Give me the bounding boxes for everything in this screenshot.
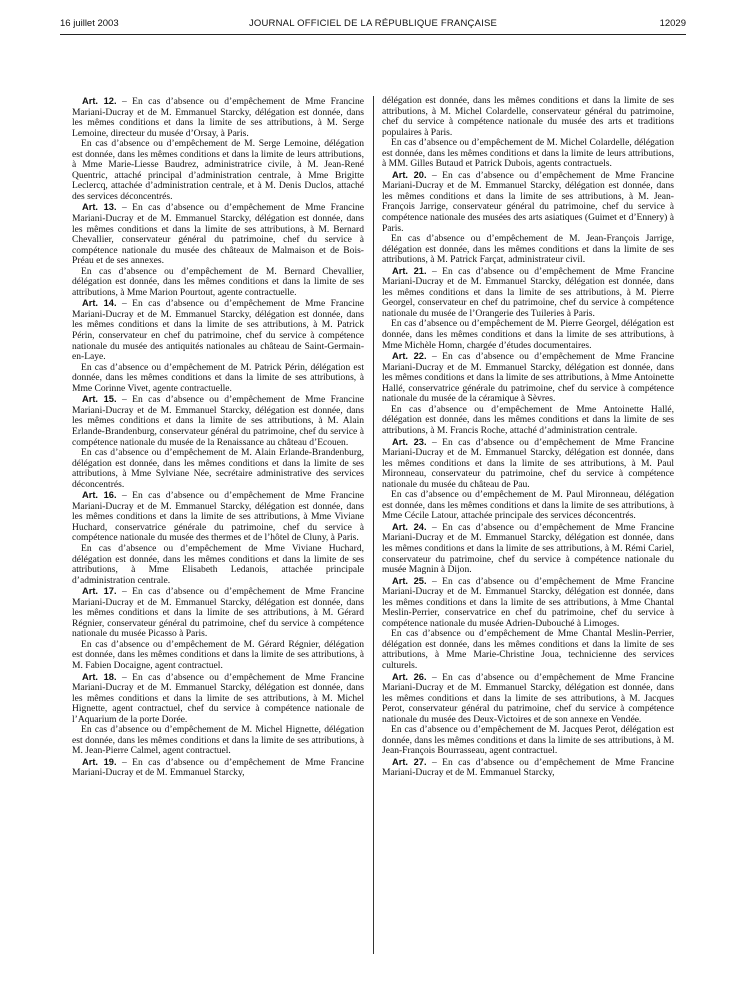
paragraph-text: – En cas d’absence ou d’empêchement de Mme Francine Mariani-Ducray et de M. Emmanuel Starcky, délégation est donnée, dans les mêmes conditions et dans la limite de ses attributions, à Mme Viviane Huchard, conservatrice générale du patrimoine, chef du service à compétence nationale du musée des thermes et de l’hôtel de Cluny, à Paris. bbox=[72, 490, 364, 544]
article-paragraph bbox=[72, 757, 364, 779]
paragraph-text: – En cas d’absence ou d’empêchement de Mme Francine Mariani-Ducray et de M. Emmanuel Starcky, délégation est donnée, dans les mêmes conditions et dans la limite de ses attributions, à M. Gérard Régnier, conservateur général du patrimoine, chef du service à compétence nationale du musée Picasso à Paris. bbox=[72, 586, 364, 640]
paragraph-text: – En cas d’absence ou d’empêchement de Mme Francine Mariani-Ducray et de M. Emmanuel Starcky, délégation est donnée, dans les mêmes conditions et dans la limite de ses attributions, à M. Bernard Chevallier, conservateur général du patrimoine, chef du service à compétence nationale du musée des châteaux de Malmaison et de Bois-Préau et de ses annexes. bbox=[72, 202, 364, 267]
paragraph-text: En cas d’absence ou d’empêchement de M. Jean-François Jarrige, délégation est donnée, dans les mêmes conditions et dans la limite de ses attributions, à M. Patrick Farçat, administrateur civil. bbox=[382, 233, 674, 266]
body-paragraph bbox=[382, 96, 674, 138]
article-paragraph bbox=[72, 672, 364, 726]
left-column bbox=[72, 96, 364, 960]
body-paragraph bbox=[382, 138, 674, 170]
paragraph-text: En cas d’absence ou d’empêchement de M. Pierre Georgel, délégation est donnée, dans les mêmes conditions et dans la limite de ses attributions, à Mme Michèle Homn, chargée d’études documentaires. bbox=[382, 318, 674, 351]
paragraph-text: – En cas d’absence ou d’empêchement de Mme Francine Mariani-Ducray et de M. Emmanuel Starcky, délégation est donnée, dans les mêmes conditions et dans la limite de ses attributions, à M. Pierre Georgel, conservateur en chef du patrimoine, chef du service à compétence nationale du musée de l’Orangerie des Tuileries à Paris. bbox=[382, 265, 674, 319]
body-paragraph bbox=[72, 448, 364, 490]
article-label: Art. 17. bbox=[82, 586, 117, 597]
paragraph-text: – En cas d’absence ou d’empêchement de Mme Francine Mariani-Ducray et de M. Emmanuel Starcky, délégation est donnée, dans les mêmes conditions et dans la limite de ses attributions, à M. Jacques Perot, conservateur général du patrimoine, chef du service à compétence nationale du musée des Deux-Victoires et de son annexe en Vendée. bbox=[382, 671, 674, 725]
article-paragraph bbox=[382, 437, 674, 491]
paragraph-text: En cas d’absence ou d’empêchement de M. Michel Hignette, délégation est donnée, dans les mêmes conditions et dans la limite de ses attributions, à M. Jean-Pierre Calmel, agent contractuel. bbox=[72, 724, 364, 757]
article-paragraph bbox=[382, 522, 674, 576]
paragraph-text: – En cas d’absence ou d’empêchement de Mme Francine Mariani-Ducray et de M. Emmanuel Starcky, délégation est donnée, dans les mêmes conditions et dans la limite de ses attributions, à Mme Antoinette Hallé, conservatrice générale du patrimoine, chef du service à compétence nationale du musée de la céramique à Sèvres. bbox=[382, 351, 674, 405]
body-paragraph bbox=[382, 725, 674, 757]
paragraph-text: – En cas d’absence ou d’empêchement de Mme Francine Mariani-Ducray et de M. Emmanuel Starcky, délégation est donnée, dans les mêmes conditions et dans la limite de ses attributions, à M. Serge Lemoine, directeur du musée d’Orsay, à Paris. bbox=[72, 96, 364, 139]
paragraph-text: En cas d’absence ou d’empêchement de Mme Chantal Meslin-Perrier, délégation est donnée, dans les mêmes conditions et dans la limite de ses attributions, à Mme Marie-Christine Joua, technicienne des services culturels. bbox=[382, 628, 674, 671]
body-paragraph bbox=[72, 363, 364, 395]
article-paragraph bbox=[382, 576, 674, 630]
header-page-number: 12029 bbox=[659, 18, 686, 29]
article-paragraph bbox=[72, 490, 364, 544]
article-label: Art. 15. bbox=[82, 394, 117, 405]
body-paragraph bbox=[382, 490, 674, 522]
paragraph-text: – En cas d’absence ou d’empêchement de Mme Francine Mariani-Ducray et de M. Emmanuel Starcky, délégation est donnée, dans les mêmes conditions et dans la limite de ses attributions, à M. Jean-François Jarrige, conservateur général du patrimoine, chef du service à compétence nationale des musées des arts asiatiques (Guimet et d’Ennery) à Paris. bbox=[382, 169, 674, 234]
article-paragraph bbox=[382, 757, 674, 779]
header-rule bbox=[60, 34, 686, 35]
article-label: Art. 19. bbox=[82, 756, 117, 767]
article-label: Art. 20. bbox=[392, 169, 427, 180]
article-label: Art. 23. bbox=[392, 436, 427, 447]
article-paragraph bbox=[382, 672, 674, 726]
article-paragraph bbox=[72, 586, 364, 640]
article-label: Art. 14. bbox=[82, 298, 117, 309]
article-label: Art. 13. bbox=[82, 202, 117, 213]
paragraph-text: En cas d’absence ou d’empêchement de M. Alain Erlande-Brandenburg, délégation est donnée, dans les mêmes conditions et dans la limite de ses attributions, à Mme Sylviane Née, secrétaire administrative des services déconcentrés. bbox=[72, 447, 364, 490]
article-label: Art. 24. bbox=[392, 521, 427, 532]
paragraph-text: En cas d’absence ou d’empêchement de M. Serge Lemoine, délégation est donnée, dans les mêmes conditions et dans la limite de leurs attributions, à Mme Marie-Liesse Baudrez, administratrice civile, à M. Jean-René Quentric, attaché principal d’administration centrale, à Mme Brigitte Leclercq, attachée d’administration centrale, et à M. Denis Duclos, attaché des services déconcentrés. bbox=[72, 138, 364, 202]
article-paragraph bbox=[72, 298, 364, 362]
article-paragraph bbox=[72, 202, 364, 266]
article-paragraph bbox=[72, 96, 364, 139]
article-label: Art. 18. bbox=[82, 671, 117, 682]
article-paragraph bbox=[72, 394, 364, 448]
paragraph-text: – En cas d’absence ou d’empêchement de Mme Francine Mariani-Ducray et de M. Emmanuel Starcky, délégation est donnée, dans les mêmes conditions et dans la limite de ses attributions, à Mme Chantal Meslin-Perrier, conservatrice en chef du patrimoine, chef du service à compétence nationale du musée Adrien-Dubouché à Limoges. bbox=[382, 575, 674, 629]
body-paragraph bbox=[382, 629, 674, 671]
header-journal-title: JOURNAL OFFICIEL DE LA RÉPUBLIQUE FRANÇAISE bbox=[248, 18, 498, 29]
paragraph-text: – En cas d’absence ou d’empêchement de Mme Francine Mariani-Ducray et de M. Emmanuel Starcky, délégation est donnée, dans les mêmes conditions et dans la limite de ses attributions, à M. Paul Mironneau, conservateur du patrimoine, chef du service à compétence nationale du musée du château de Pau. bbox=[382, 436, 674, 490]
paragraph-text: – En cas d’absence ou d’empêchement de Mme Francine Mariani-Ducray et de M. Emmanuel Starcky, délégation est donnée, dans les mêmes conditions et dans la limite de ses attributions, à M. Patrick Périn, conservateur en chef du patrimoine, chef du service à compétence nationale du musée des antiquités nationales au château de Saint-Germain-en-Laye. bbox=[72, 298, 364, 363]
paragraph-text: En cas d’absence ou d’empêchement de Mme Antoinette Hallé, délégation est donnée, dans les mêmes conditions et dans la limite de ses attributions, à M. Francis Roche, attaché d’administration centrale. bbox=[382, 403, 674, 436]
paragraph-text: délégation est donnée, dans les mêmes conditions et dans la limite de ses attributions, à M. Michel Colardelle, conservateur général du patrimoine, chef du service à compétence nationale du musée des arts et traditions populaires à Paris. bbox=[382, 96, 674, 138]
body-paragraph bbox=[382, 234, 674, 266]
article-label: Art. 25. bbox=[392, 575, 427, 586]
paragraph-text: En cas d’absence ou d’empêchement de M. Paul Mironneau, délégation est donnée, dans les mêmes conditions et dans la limite de ses attributions, à Mme Cécile Latour, attachée principale des services déconcentrés. bbox=[382, 489, 674, 522]
paragraph-text: – En cas d’absence ou d’empêchement de Mme Francine Mariani-Ducray et de M. Emmanuel Starcky, délégation est donnée, dans les mêmes conditions et dans la limite de ses attributions, à M. Michel Hignette, agent contractuel, chef du service à compétence nationale de l’Aquarium de la porte Dorée. bbox=[72, 671, 364, 725]
paragraph-text: En cas d’absence ou d’empêchement de M. Michel Colardelle, délégation est donnée, dans les mêmes conditions et dans la limite de leurs attributions, à MM. Gilles Butaud et Patrick Dubois, agents contractuels. bbox=[382, 137, 674, 170]
paragraph-text: En cas d’absence ou d’empêchement de M. Gérard Régnier, délégation est donnée, dans les mêmes conditions et dans la limite de ses attributions, à M. Fabien Docaigne, agent contractuel. bbox=[72, 638, 364, 671]
paragraph-text: – En cas d’absence ou d’empêchement de Mme Francine Mariani-Ducray et de M. Emmanuel Starcky, délégation est donnée, dans les mêmes conditions et dans la limite de ses attributions, à M. Rémi Cariel, conservateur du patrimoine, chef du service à compétence nationale du musée Magnin à Dijon. bbox=[382, 521, 674, 576]
paragraph-text: – En cas d’absence ou d’empêchement de Mme Francine Mariani-Ducray et de M. Emmanuel Starcky, bbox=[72, 756, 364, 779]
paragraph-text: En cas d’absence ou d’empêchement de Mme Viviane Huchard, délégation est donnée, dans les mêmes conditions et dans la limite de ses attributions, à Mme Elisabeth Ledanois, attachée principale d’administration centrale. bbox=[72, 542, 364, 586]
paragraph-text: En cas d’absence ou d’empêchement de M. Bernard Chevallier, délégation est donnée, dans les mêmes conditions et dans la limite de ses attributions, à Mme Marion Pourtout, agente contractuelle. bbox=[72, 265, 364, 298]
article-label: Art. 21. bbox=[392, 265, 427, 276]
column-divider bbox=[373, 96, 374, 954]
paragraph-text: – En cas d’absence ou d’empêchement de Mme Francine Mariani-Ducray et de M. Emmanuel Starcky, bbox=[382, 756, 674, 779]
page-header bbox=[60, 18, 686, 34]
body-paragraph bbox=[72, 139, 364, 202]
paragraph-text: – En cas d’absence ou d’empêchement de Mme Francine Mariani-Ducray et de M. Emmanuel Starcky, délégation est donnée, dans les mêmes conditions et dans la limite de ses attributions, à M. Alain Erlande-Brandenburg, conservateur général du patrimoine, chef du service à compétence nationale du musée de la Renaissance au château d’Ecouen. bbox=[72, 394, 364, 448]
article-label: Art. 26. bbox=[392, 671, 427, 682]
body-paragraph bbox=[72, 544, 364, 586]
paragraph-text: En cas d’absence ou d’empêchement de M. Patrick Périn, délégation est donnée, dans les mêmes conditions et dans la limite de ses attributions, à Mme Corinne Vivet, agente contractuelle. bbox=[72, 361, 364, 394]
article-label: Art. 16. bbox=[82, 490, 117, 501]
paragraph-text: En cas d’absence ou d’empêchement de M. Jacques Perot, délégation est donnée, dans les mêmes conditions et dans la limite de ses attributions, à M. Jean-François Bourrasseau, agent contractuel. bbox=[382, 724, 674, 757]
article-label: Art. 22. bbox=[392, 351, 427, 362]
body-paragraph bbox=[382, 319, 674, 351]
header-date: 16 juillet 2003 bbox=[60, 18, 119, 29]
body-paragraph bbox=[72, 267, 364, 299]
body-paragraph bbox=[72, 725, 364, 757]
article-label: Art. 12. bbox=[82, 96, 117, 106]
right-column bbox=[382, 96, 674, 960]
article-paragraph bbox=[382, 266, 674, 320]
body-paragraph bbox=[72, 640, 364, 672]
article-paragraph bbox=[382, 170, 674, 234]
article-label: Art. 27. bbox=[392, 756, 427, 767]
article-paragraph bbox=[382, 351, 674, 405]
body-paragraph bbox=[382, 405, 674, 437]
